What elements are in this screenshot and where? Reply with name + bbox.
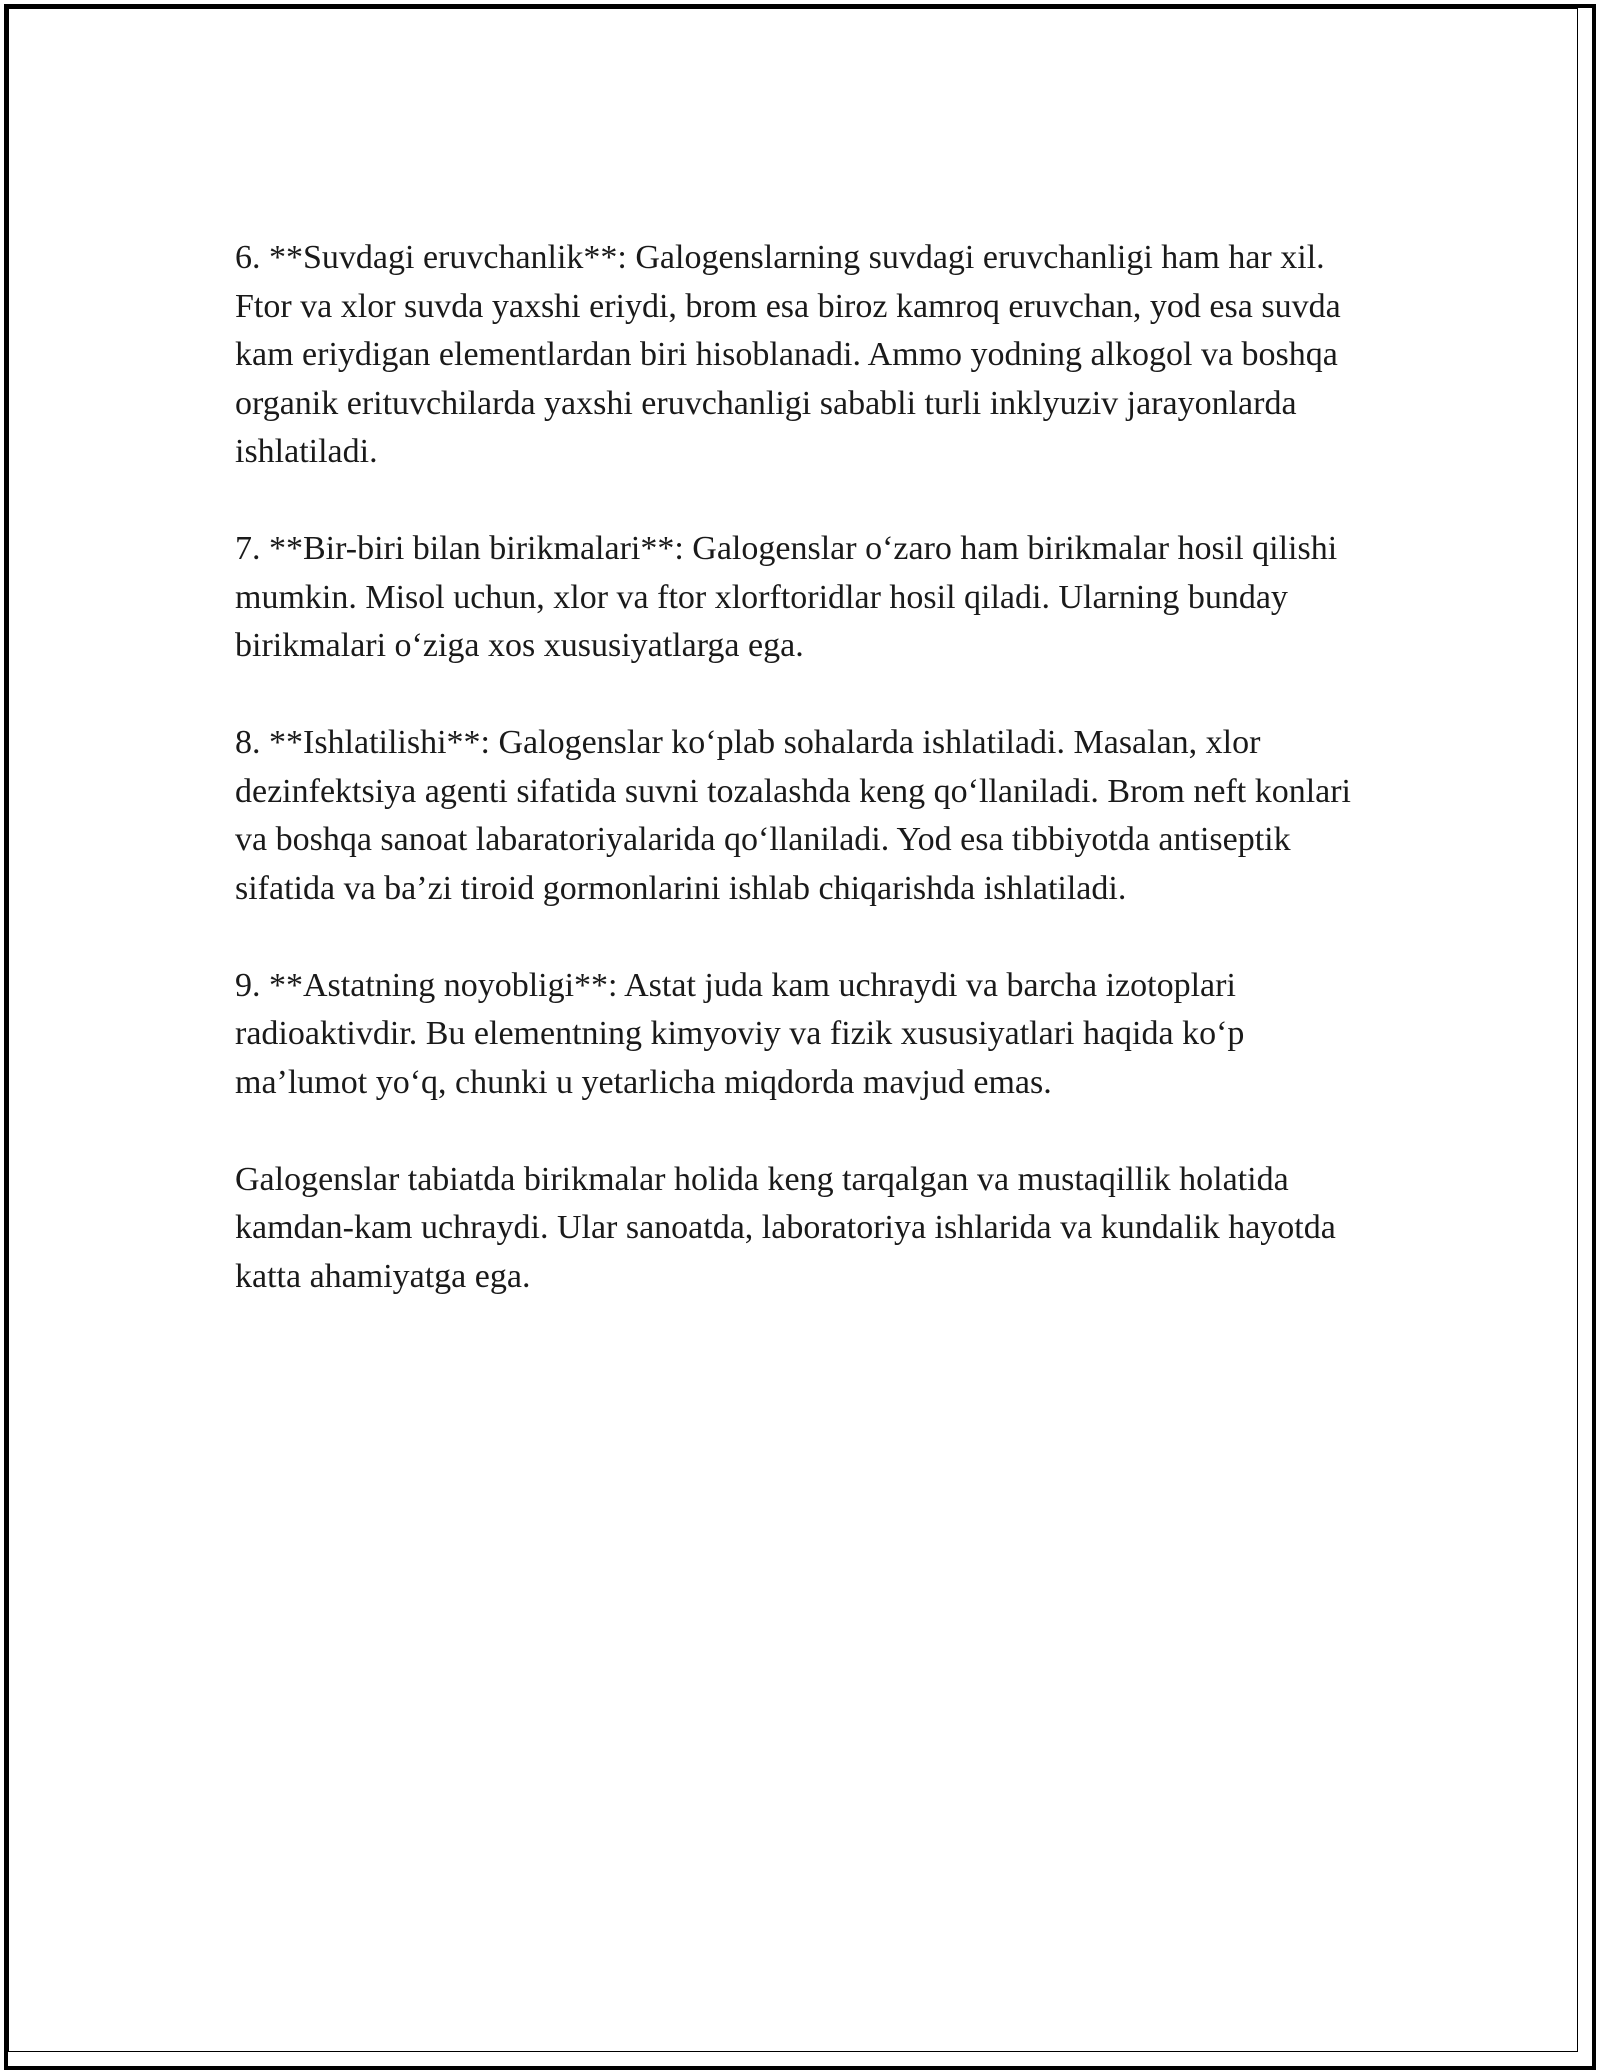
paragraph-solubility: 6. **Suvdagi eruvchanlik**: Galogenslarning suvdagi eruvchanligi ham har xil. Ftor va xlor suvda yaxshi eriydi, brom esa biroz kamroq eruvchan, yod esa suvda kam eriydigan elementlardan biri hisoblanadi. Ammo yodning alkogol va boshqa organik erituvchilarda yaxshi eruvchanligi sababli turli inklyuziv jarayonlarda ishlatiladi. [235,239,1341,470]
paragraph-conclusion: Galogenslar tabiatda birikmalar holida keng tarqalgan va mustaqillik holatida kamdan-kam uchraydi. Ular sanoatda, laboratoriya ishlarida va kundalik hayotda katta ahamiyatga ega. [235,1160,1336,1295]
paragraph-usage: 8. **Ishlatilishi**: Galogenslar ko‘plab sohalarda ishlatiladi. Masalan, xlor dezinfektsiya agenti sifatida suvni tozalashda keng qo‘llaniladi. Brom neft konlari va boshqa sanoat labaratoriyalarida qo‘llaniladi. Yod esa tibbiyotda antiseptik sifatida va ba’zi tiroid gormonlarini ishlab chiqarishda ishlatiladi. [235,724,1352,907]
document-body [235,234,1365,1350]
paragraph-interhalogen-compounds: 7. **Bir-biri bilan birikmalari**: Galogenslar o‘zaro ham birikmalar hosil qilishi mumkin. Misol uchun, xlor va ftor xlorftoridlar hosil qiladi. Ularning bunday birikmalari o‘ziga xos xususiyatlarga ega. [235,530,1338,664]
paragraph-astatine-rarity: 9. **Astatning noyobligi**: Astat juda kam uchraydi va barcha izotoplari radioaktivdir. Bu elementning kimyoviy va fizik xususiyatlari haqida ko‘p ma’lumot yo‘q, chunki u yetarlicha miqdorda mavjud emas. [235,966,1245,1101]
